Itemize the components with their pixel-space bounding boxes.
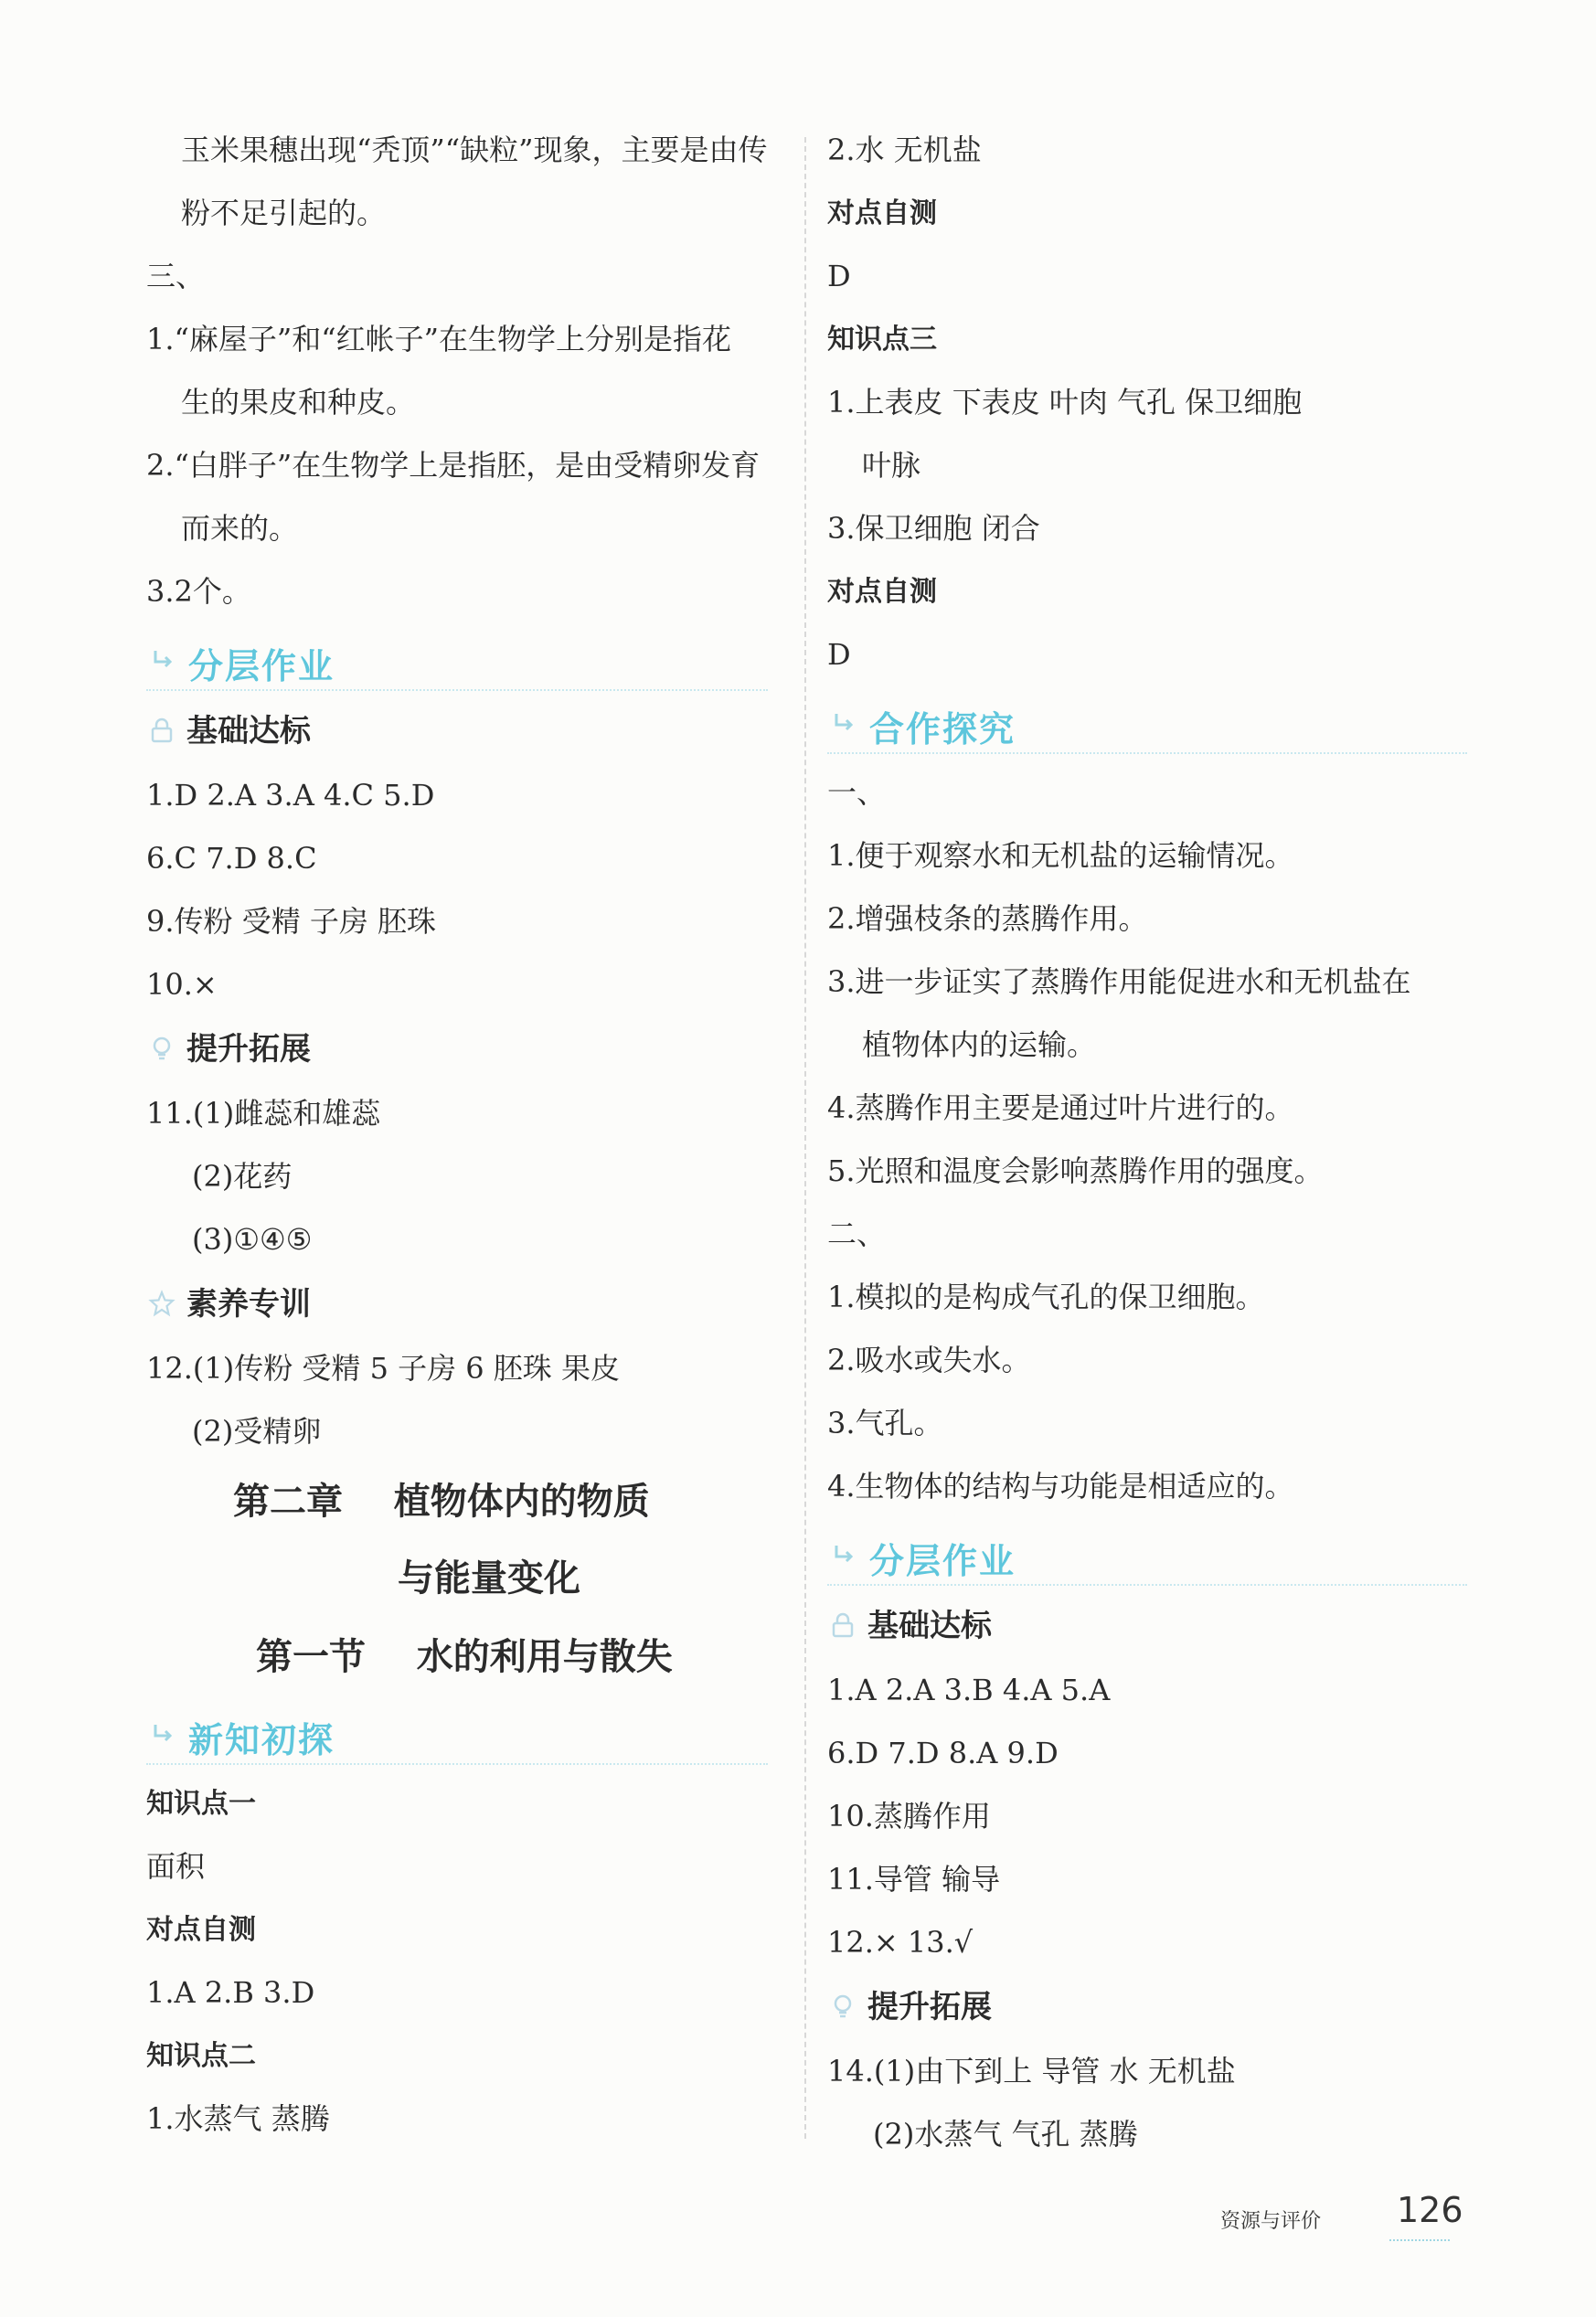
answer-line: 2.“白胖子”在生物学上是指胚，是由受精卵发育 — [146, 448, 761, 483]
lock-icon — [148, 717, 176, 744]
section-title: 合作探究 — [869, 709, 1016, 749]
answer-line: 14.(1)由下到上 导管 水 无机盐 — [827, 2054, 1236, 2088]
chapter-title-line1: 第二章 植物体内的物质 — [233, 1481, 650, 1523]
section-header-new-knowledge — [146, 1697, 786, 1772]
right-column — [827, 119, 1485, 2166]
answer-line: (2)受精卵 — [192, 1414, 322, 1449]
answer-line: 三、 — [146, 259, 206, 293]
answer-line: 10.蒸腾作用 — [827, 1799, 991, 1833]
subsection-title: 基础达标 — [867, 1608, 992, 1644]
answer-line: 粉不足引起的。 — [181, 196, 387, 230]
section-title: 新知初探 — [188, 1720, 335, 1760]
answer-line: 生的果皮和种皮。 — [181, 385, 416, 420]
right-advance-answers — [827, 2040, 1485, 2166]
left-knowledge-answers — [146, 1772, 786, 2151]
answer-line: 10.× — [146, 967, 218, 1002]
answer-line: 5.光照和温度会影响蒸腾作用的强度。 — [827, 1153, 1324, 1188]
section-rule — [827, 752, 1467, 754]
answer-line: 4.生物体的结构与功能是相适应的。 — [827, 1469, 1294, 1504]
answer-line: 12.× 13.√ — [827, 1925, 974, 1960]
page-number-rule — [1389, 2239, 1450, 2241]
hook-arrow-icon — [152, 1721, 176, 1745]
hook-arrow-icon — [833, 1542, 857, 1566]
answer-line: 2.水 无机盐 — [827, 133, 982, 167]
section-label: 知识点一 — [146, 1788, 256, 1820]
subsection-basic — [827, 1593, 1485, 1659]
hook-arrow-icon — [152, 647, 176, 671]
answer-line: 1.A 2.B 3.D — [146, 1975, 315, 2010]
subsection-literacy — [146, 1271, 786, 1337]
subsection-advance — [827, 1974, 1485, 2040]
answer-line: (2)花药 — [192, 1159, 293, 1194]
answer-line: 11.(1)雌蕊和雄蕊 — [146, 1096, 381, 1131]
section-label: 知识点三 — [827, 324, 937, 356]
footer-book-title: 资源与评价 — [1220, 2210, 1322, 2233]
section-label: 对点自测 — [827, 576, 937, 608]
right-basic-answers — [827, 1659, 1485, 1974]
answer-line: 一、 — [827, 775, 887, 810]
answer-line: 4.蒸腾作用主要是通过叶片进行的。 — [827, 1090, 1294, 1125]
answer-line: 1.便于观察水和无机盐的运输情况。 — [827, 838, 1294, 873]
answer-line: (3)①④⑤ — [192, 1222, 313, 1257]
answer-line: 1.“麻屋子”和“红帐子”在生物学上分别是指花 — [146, 322, 731, 356]
answer-line: D — [827, 259, 851, 293]
answer-line: 6.D 7.D 8.A 9.D — [827, 1736, 1059, 1770]
answer-line: 3.保卫细胞 闭合 — [827, 511, 1040, 546]
section-label: 对点自测 — [827, 197, 937, 229]
right-inquiry-answers — [827, 761, 1485, 1518]
answer-line: 植物体内的运输。 — [862, 1027, 1097, 1062]
answer-line: 而来的。 — [181, 511, 299, 546]
section-header-layered-homework — [827, 1518, 1485, 1593]
hook-arrow-icon — [833, 710, 857, 734]
section-title: 分层作业 — [188, 646, 335, 686]
left-literacy-answers — [146, 1337, 786, 1463]
answer-line: 12.(1)传粉 受精 5 子房 6 胚珠 果皮 — [146, 1351, 620, 1386]
answer-line: 面积 — [146, 1849, 206, 1884]
answer-line: 1.上表皮 下表皮 叶肉 气孔 保卫细胞 — [827, 385, 1303, 420]
left-top-block — [146, 119, 786, 623]
answer-line: 11.导管 输导 — [827, 1862, 1001, 1897]
right-top-block — [827, 119, 1485, 686]
lock-icon — [829, 1611, 857, 1639]
answer-line: 9.传粉 受精 子房 胚珠 — [146, 904, 437, 939]
section-title: 分层作业 — [869, 1541, 1016, 1581]
section-header-cooperative-inquiry — [827, 686, 1485, 761]
answer-line: 二、 — [827, 1217, 887, 1251]
section-header-layered-homework — [146, 623, 786, 698]
left-advance-answers — [146, 1082, 786, 1271]
answer-line: 玉米果穗出现“秃顶”“缺粒”现象，主要是由传 — [181, 133, 768, 167]
answer-line: 2.吸水或失水。 — [827, 1343, 1031, 1377]
star-icon — [148, 1290, 176, 1317]
section-label: 知识点二 — [146, 2040, 256, 2072]
chapter-title-line2: 与能量变化 — [398, 1557, 580, 1600]
page-number: 126 — [1397, 2190, 1463, 2230]
subsection-title: 提升拓展 — [186, 1031, 311, 1068]
answer-line: 1.模拟的是构成气孔的保卫细胞。 — [827, 1280, 1265, 1314]
section-rule — [827, 1584, 1467, 1586]
answer-line: 3.气孔。 — [827, 1406, 943, 1440]
left-basic-answers — [146, 764, 786, 1016]
subsection-advance — [146, 1016, 786, 1082]
answer-line: 叶脉 — [862, 448, 921, 483]
answer-line: 1.水蒸气 蒸腾 — [146, 2101, 330, 2136]
column-divider — [804, 137, 806, 2139]
answer-line: 2.增强枝条的蒸腾作用。 — [827, 901, 1148, 936]
answer-line: 1.D 2.A 3.A 4.C 5.D — [146, 778, 435, 813]
answer-line: 3.2个。 — [146, 574, 251, 609]
section-rule — [146, 1763, 768, 1765]
answer-line: 6.C 7.D 8.C — [146, 841, 317, 876]
lightbulb-icon — [148, 1035, 176, 1062]
subsection-title: 基础达标 — [186, 713, 311, 749]
left-column — [146, 119, 786, 2151]
subsection-basic — [146, 698, 786, 764]
answer-line: 1.A 2.A 3.B 4.A 5.A — [827, 1673, 1111, 1707]
subsection-title: 素养专训 — [186, 1286, 311, 1323]
section-label: 对点自测 — [146, 1914, 256, 1946]
answer-line: (2)水蒸气 气孔 蒸腾 — [873, 2117, 1138, 2152]
section-rule — [146, 689, 768, 691]
subsection-title: 提升拓展 — [867, 1989, 992, 2025]
section-title-heading: 第一节 水的利用与散失 — [256, 1636, 673, 1678]
answer-line: 3.进一步证实了蒸腾作用能促进水和无机盐在 — [827, 964, 1411, 999]
lightbulb-icon — [829, 1993, 857, 2020]
answer-line: D — [827, 637, 851, 672]
